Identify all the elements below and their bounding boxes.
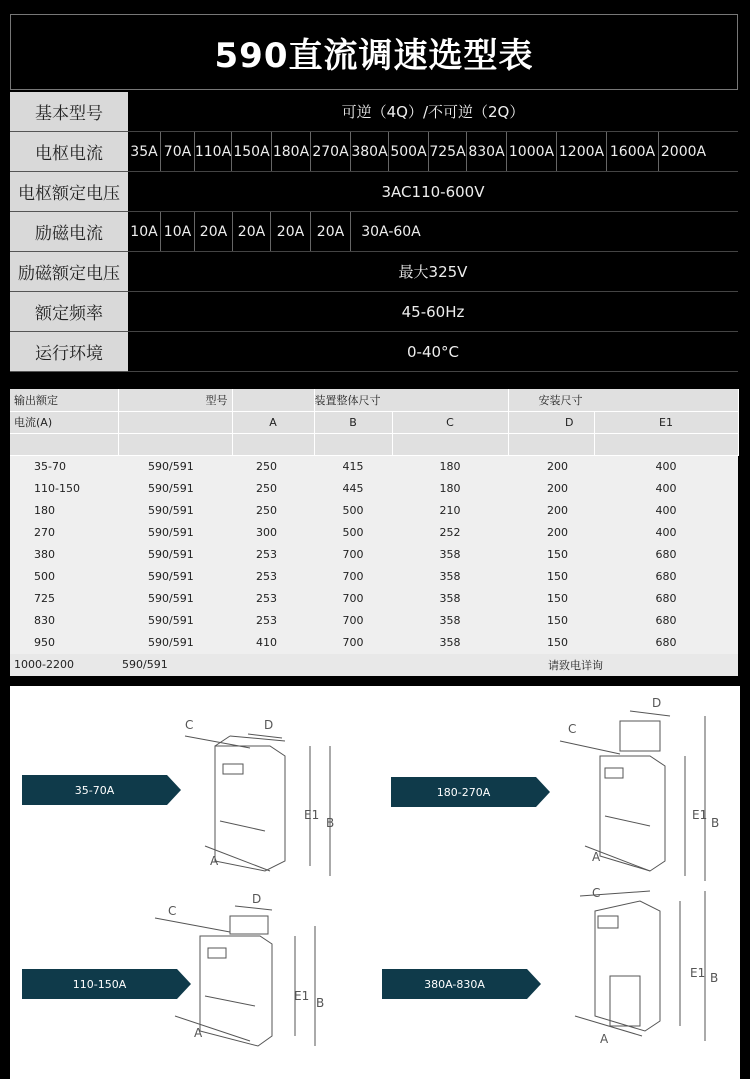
table-cell: 500: [342, 504, 364, 517]
table-cell: 110-150: [34, 482, 80, 495]
table-row: [10, 588, 738, 610]
table-cell: 500: [342, 526, 364, 539]
header-e1: E1: [594, 411, 738, 433]
table-row: [10, 456, 738, 478]
header-c: C: [392, 411, 508, 433]
range-tag: 380A-830A: [382, 969, 527, 999]
table-row: [10, 522, 738, 544]
table-cell: 590/591: [148, 614, 194, 627]
table-cell: 150: [547, 614, 568, 627]
cell: 20A: [311, 212, 351, 251]
table-cell: 400: [655, 482, 677, 495]
cabinet-drawings: [10, 686, 740, 1079]
cell: 70A: [161, 132, 195, 171]
spec-row-model: [10, 92, 738, 132]
spec-table: [10, 92, 738, 372]
table-cell: 200: [547, 460, 568, 473]
table-cell: 590/591: [148, 548, 194, 561]
dim-label-c: C: [168, 904, 177, 918]
dim-label-b: B: [316, 996, 325, 1010]
table-cell: 590/591: [148, 592, 194, 605]
range-tag: 35-70A: [22, 775, 167, 805]
spec-row-armature-voltage: [10, 172, 738, 212]
table-cell: 680: [655, 548, 677, 561]
spec-value: 可逆（4Q）/不可逆（2Q）: [128, 92, 738, 132]
table-cell: 250: [256, 504, 277, 517]
spec-label: 电枢电流: [10, 132, 128, 172]
cell: 1600A: [607, 132, 659, 171]
spec-label: 电枢额定电压: [10, 172, 128, 212]
range-tag: 180-270A: [391, 777, 536, 807]
dim-label-b: B: [326, 816, 335, 830]
table-cell: 725: [34, 592, 55, 605]
table-cell: 270: [34, 526, 55, 539]
spec-row-frequency: [10, 292, 738, 332]
cell: 725A: [429, 132, 467, 171]
dim-label-c: C: [568, 722, 577, 736]
table-row: [10, 610, 738, 632]
dim-label-a: A: [600, 1032, 609, 1046]
table-cell: 358: [439, 592, 461, 605]
table-cell: 700: [342, 548, 364, 561]
table-cell: 200: [547, 504, 568, 517]
table-cell: 358: [439, 636, 461, 649]
table-cell: 250: [256, 460, 277, 473]
table-cell: 590/591: [148, 504, 194, 517]
dim-label-e1: E1: [304, 808, 320, 822]
table-cell: 590/591: [148, 636, 194, 649]
table-cell: 680: [655, 570, 677, 583]
table-cell: 500: [34, 570, 55, 583]
spec-label: 励磁电流: [10, 212, 128, 252]
spec-label: 额定频率: [10, 292, 128, 332]
cell: 10A: [161, 212, 195, 251]
header-model: 型号: [118, 389, 232, 411]
dim-label-d: D: [252, 892, 262, 906]
table-cell: 253: [256, 592, 277, 605]
table-cell: 950: [34, 636, 55, 649]
table-cell: 680: [655, 636, 677, 649]
table-cell: 445: [342, 482, 364, 495]
table-cell: 210: [439, 504, 461, 517]
dim-label-d: D: [652, 696, 662, 710]
spec-row-environment: [10, 332, 738, 372]
header-output: 输出额定: [10, 389, 118, 411]
table-cell: 250: [256, 482, 277, 495]
table-cell: 380: [34, 548, 55, 561]
table-cell: 400: [655, 526, 677, 539]
table-row: [10, 566, 738, 588]
table-row: [10, 632, 738, 654]
table-cell: 180: [34, 504, 55, 517]
header-current: 电流(A): [10, 411, 118, 433]
table-cell: 400: [655, 504, 677, 517]
table-cell: 680: [655, 614, 677, 627]
table-cell: 400: [655, 460, 677, 473]
dim-label-b: B: [710, 971, 719, 985]
cell: 110A: [195, 132, 232, 171]
armature-cells: [128, 132, 738, 172]
dim-label-a: A: [210, 854, 219, 868]
cell: 10A: [128, 212, 161, 251]
table-cell: 150: [547, 570, 568, 583]
cell: 20A: [195, 212, 233, 251]
page-title: 590直流调速选型表: [10, 14, 738, 90]
header-overall-size: 装置整体尺寸: [314, 389, 508, 411]
dim-label-a: A: [592, 850, 601, 864]
table-cell: 830: [34, 614, 55, 627]
contact-note: 请致电详询: [548, 658, 603, 672]
table-cell: 590/591: [148, 482, 194, 495]
field-current-cells: [128, 212, 738, 252]
spec-row-field-current: [10, 212, 738, 252]
dim-label-c: C: [185, 718, 194, 732]
spec-row-armature-current: [10, 132, 738, 172]
spec-value: 最大325V: [128, 252, 738, 292]
dim-label-e1: E1: [692, 808, 708, 822]
dimension-diagram: [10, 686, 740, 1079]
table-cell: 253: [256, 570, 277, 583]
table-cell: 252: [439, 526, 461, 539]
table-row: [10, 478, 738, 500]
header-install-size: 安装尺寸: [508, 389, 738, 411]
table-cell: 358: [439, 614, 461, 627]
table-cell: 253: [256, 614, 277, 627]
cell: 180A: [272, 132, 311, 171]
table-cell: 150: [547, 592, 568, 605]
spec-value: 3AC110-600V: [128, 172, 738, 212]
table-cell: 200: [547, 482, 568, 495]
table-cell: 180: [439, 460, 461, 473]
table-cell: 150: [547, 636, 568, 649]
table-cell: 358: [439, 570, 461, 583]
dim-label-e1: E1: [690, 966, 706, 980]
table-cell: 253: [256, 548, 277, 561]
table-cell: 180: [439, 482, 461, 495]
table-cell: 358: [439, 548, 461, 561]
header-d: D: [508, 411, 594, 433]
cell: 20A: [271, 212, 311, 251]
cell: 380A: [351, 132, 389, 171]
cell: 830A: [467, 132, 507, 171]
spec-label: 励磁额定电压: [10, 252, 128, 292]
table-row: [10, 544, 738, 566]
range-tag: 110-150A: [22, 969, 177, 999]
table-cell: 200: [547, 526, 568, 539]
cell: 270A: [311, 132, 351, 171]
cell: 1000A: [507, 132, 557, 171]
table-cell: 590/591: [148, 460, 194, 473]
spec-value: 45-60Hz: [128, 292, 738, 332]
dim-label-a: A: [194, 1026, 203, 1040]
dimension-table: [10, 389, 738, 675]
table-cell: 700: [342, 614, 364, 627]
cell: 500A: [389, 132, 429, 171]
table-cell: 700: [342, 592, 364, 605]
table-row: [10, 500, 738, 522]
spec-row-field-voltage: [10, 252, 738, 292]
table-cell: 590/591: [148, 570, 194, 583]
dim-label-e1: E1: [294, 989, 310, 1003]
cell: 35A: [128, 132, 161, 171]
table-cell: 35-70: [34, 460, 66, 473]
table-cell: 700: [342, 570, 364, 583]
cell: 30A-60A: [361, 223, 421, 240]
table-cell: 410: [256, 636, 277, 649]
table-cell: 415: [342, 460, 364, 473]
table-cell: 680: [655, 592, 677, 605]
header-a: A: [232, 411, 314, 433]
cell: 1200A: [557, 132, 607, 171]
cell: 20A: [233, 212, 271, 251]
dim-label-d: D: [264, 718, 274, 732]
cell: 2000A: [660, 143, 707, 160]
dim-label-c: C: [592, 886, 601, 900]
table-cell: 300: [256, 526, 277, 539]
spec-label: 运行环境: [10, 332, 128, 372]
cell: 150A: [232, 132, 272, 171]
table-cell: 700: [342, 636, 364, 649]
table-cell: 590/591: [148, 526, 194, 539]
dim-label-b: B: [711, 816, 720, 830]
table-cell: 150: [547, 548, 568, 561]
spec-label: 基本型号: [10, 92, 128, 132]
table-cell: 1000-2200: [14, 658, 74, 671]
header-b: B: [314, 411, 392, 433]
spec-value: 0-40°C: [128, 332, 738, 372]
table-cell: 590/591: [122, 658, 168, 671]
